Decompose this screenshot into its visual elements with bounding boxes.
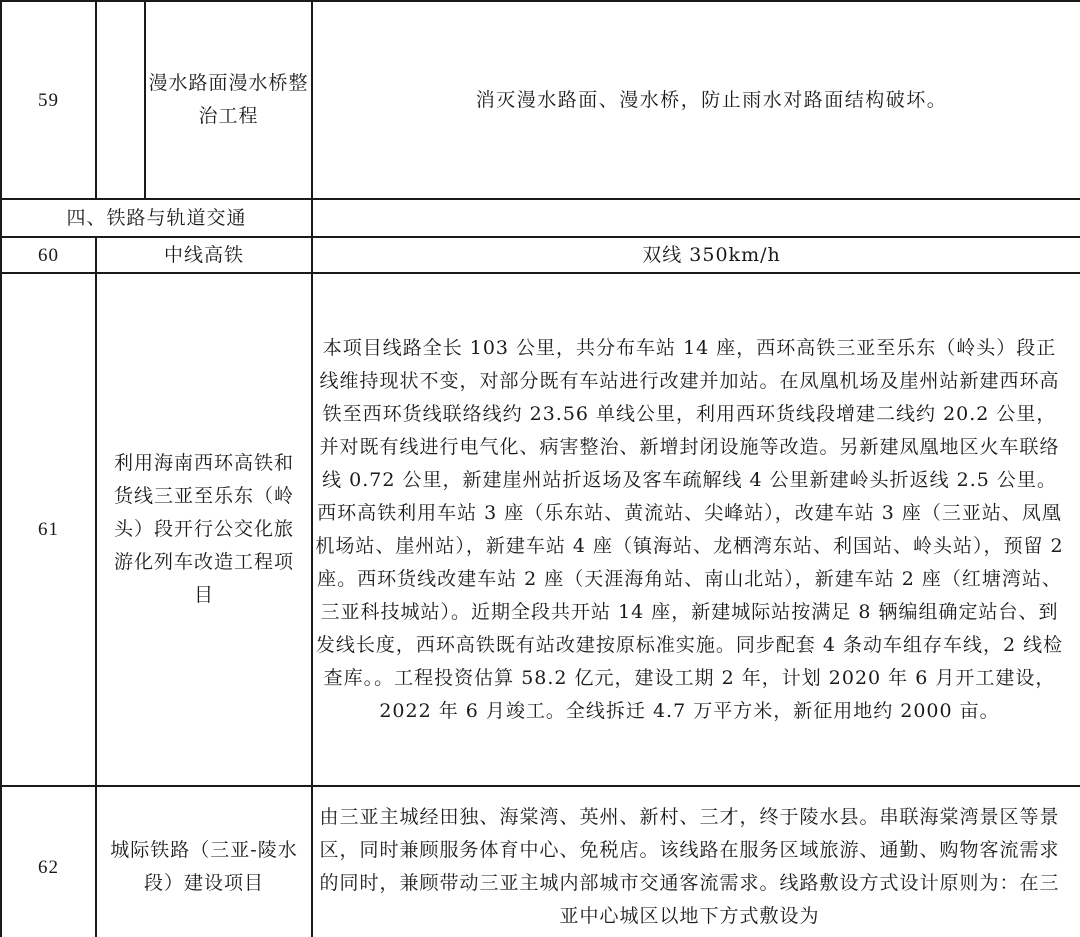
table-row-60 [1,237,1080,273]
row-number: 62 [1,786,96,937]
project-description: 由三亚主城经田独、海棠湾、英州、新村、三才，终于陵水县。串联海棠湾景区等景区，同时兼顾服务体育中心、免税店。该线路在服务区域旅游、通勤、购物客流需求的同时，兼顾带动三亚主城内部城市交通客流需求。线路敷设方式设计原则为：在三亚中心城区以地下方式敷设为 [312,786,1080,937]
project-name: 利用海南西环高铁和货线三亚至乐东（岭头）段开行公交化旅游化列车改造工程项目 [96,273,312,786]
project-description: 消灭漫水路面、漫水桥，防止雨水对路面结构破坏。 [312,1,1080,199]
row-number: 60 [1,237,96,273]
row-number: 61 [1,273,96,786]
section-header-row [1,199,1080,237]
section-empty-cell [312,199,1080,237]
sub-category-cell [96,1,145,199]
section-title: 四、铁路与轨道交通 [1,199,312,237]
project-name: 城际铁路（三亚-陵水段）建设项目 [96,786,312,937]
project-name: 中线高铁 [96,237,312,273]
project-description: 双线 350km/h [312,237,1080,273]
project-name: 漫水路面漫水桥整治工程 [145,1,312,199]
project-description: 本项目线路全长 103 公里，共分布车站 14 座，西环高铁三亚至乐东（岭头）段正线维持现状不变，对部分既有车站进行改建并加站。在凤凰机场及崖州站新建西环高铁至西环货线联络线约 23.56 单线公里，利用西环货线段增建二线约 20.2 公里，并对既有线进行电气化、病害整治、新增封闭设施等改造。另新建凤凰地区火车联络线 0.72 公里，新建崖州站折返场及客车疏解线 4 公里新建岭头折返线 2.5 公里。西环高铁利用车站 3 座（乐东站、黄流站、尖峰站），改建车站 3 座（三亚站、凤凰机场站、崖州站），新建车站 4 座（镇海站、龙栖湾东站、利国站、岭头站），预留 2 座。西环货线改建车站 2 座（天涯海角站、南山北站），新建车站 2 座（红塘湾站、三亚科技城站）。近期全段共开站 14 座，新建城际站按满足 8 辆编组确定站台、到发线长度，西环高铁既有站改建按原标准实施。同步配套 4 条动车组存车线，2 线检查库。。工程投资估算 58.2 亿元，建设工期 2 年，计划 2020 年 6 月开工建设，2022 年 6 月竣工。全线拆迁 4.7 万平方米，新征用地约 2000 亩。 [312,273,1080,786]
row-number: 59 [1,1,96,199]
table-row-59 [1,1,1080,199]
table-row-62 [1,786,1080,937]
table-row-61 [1,273,1080,786]
